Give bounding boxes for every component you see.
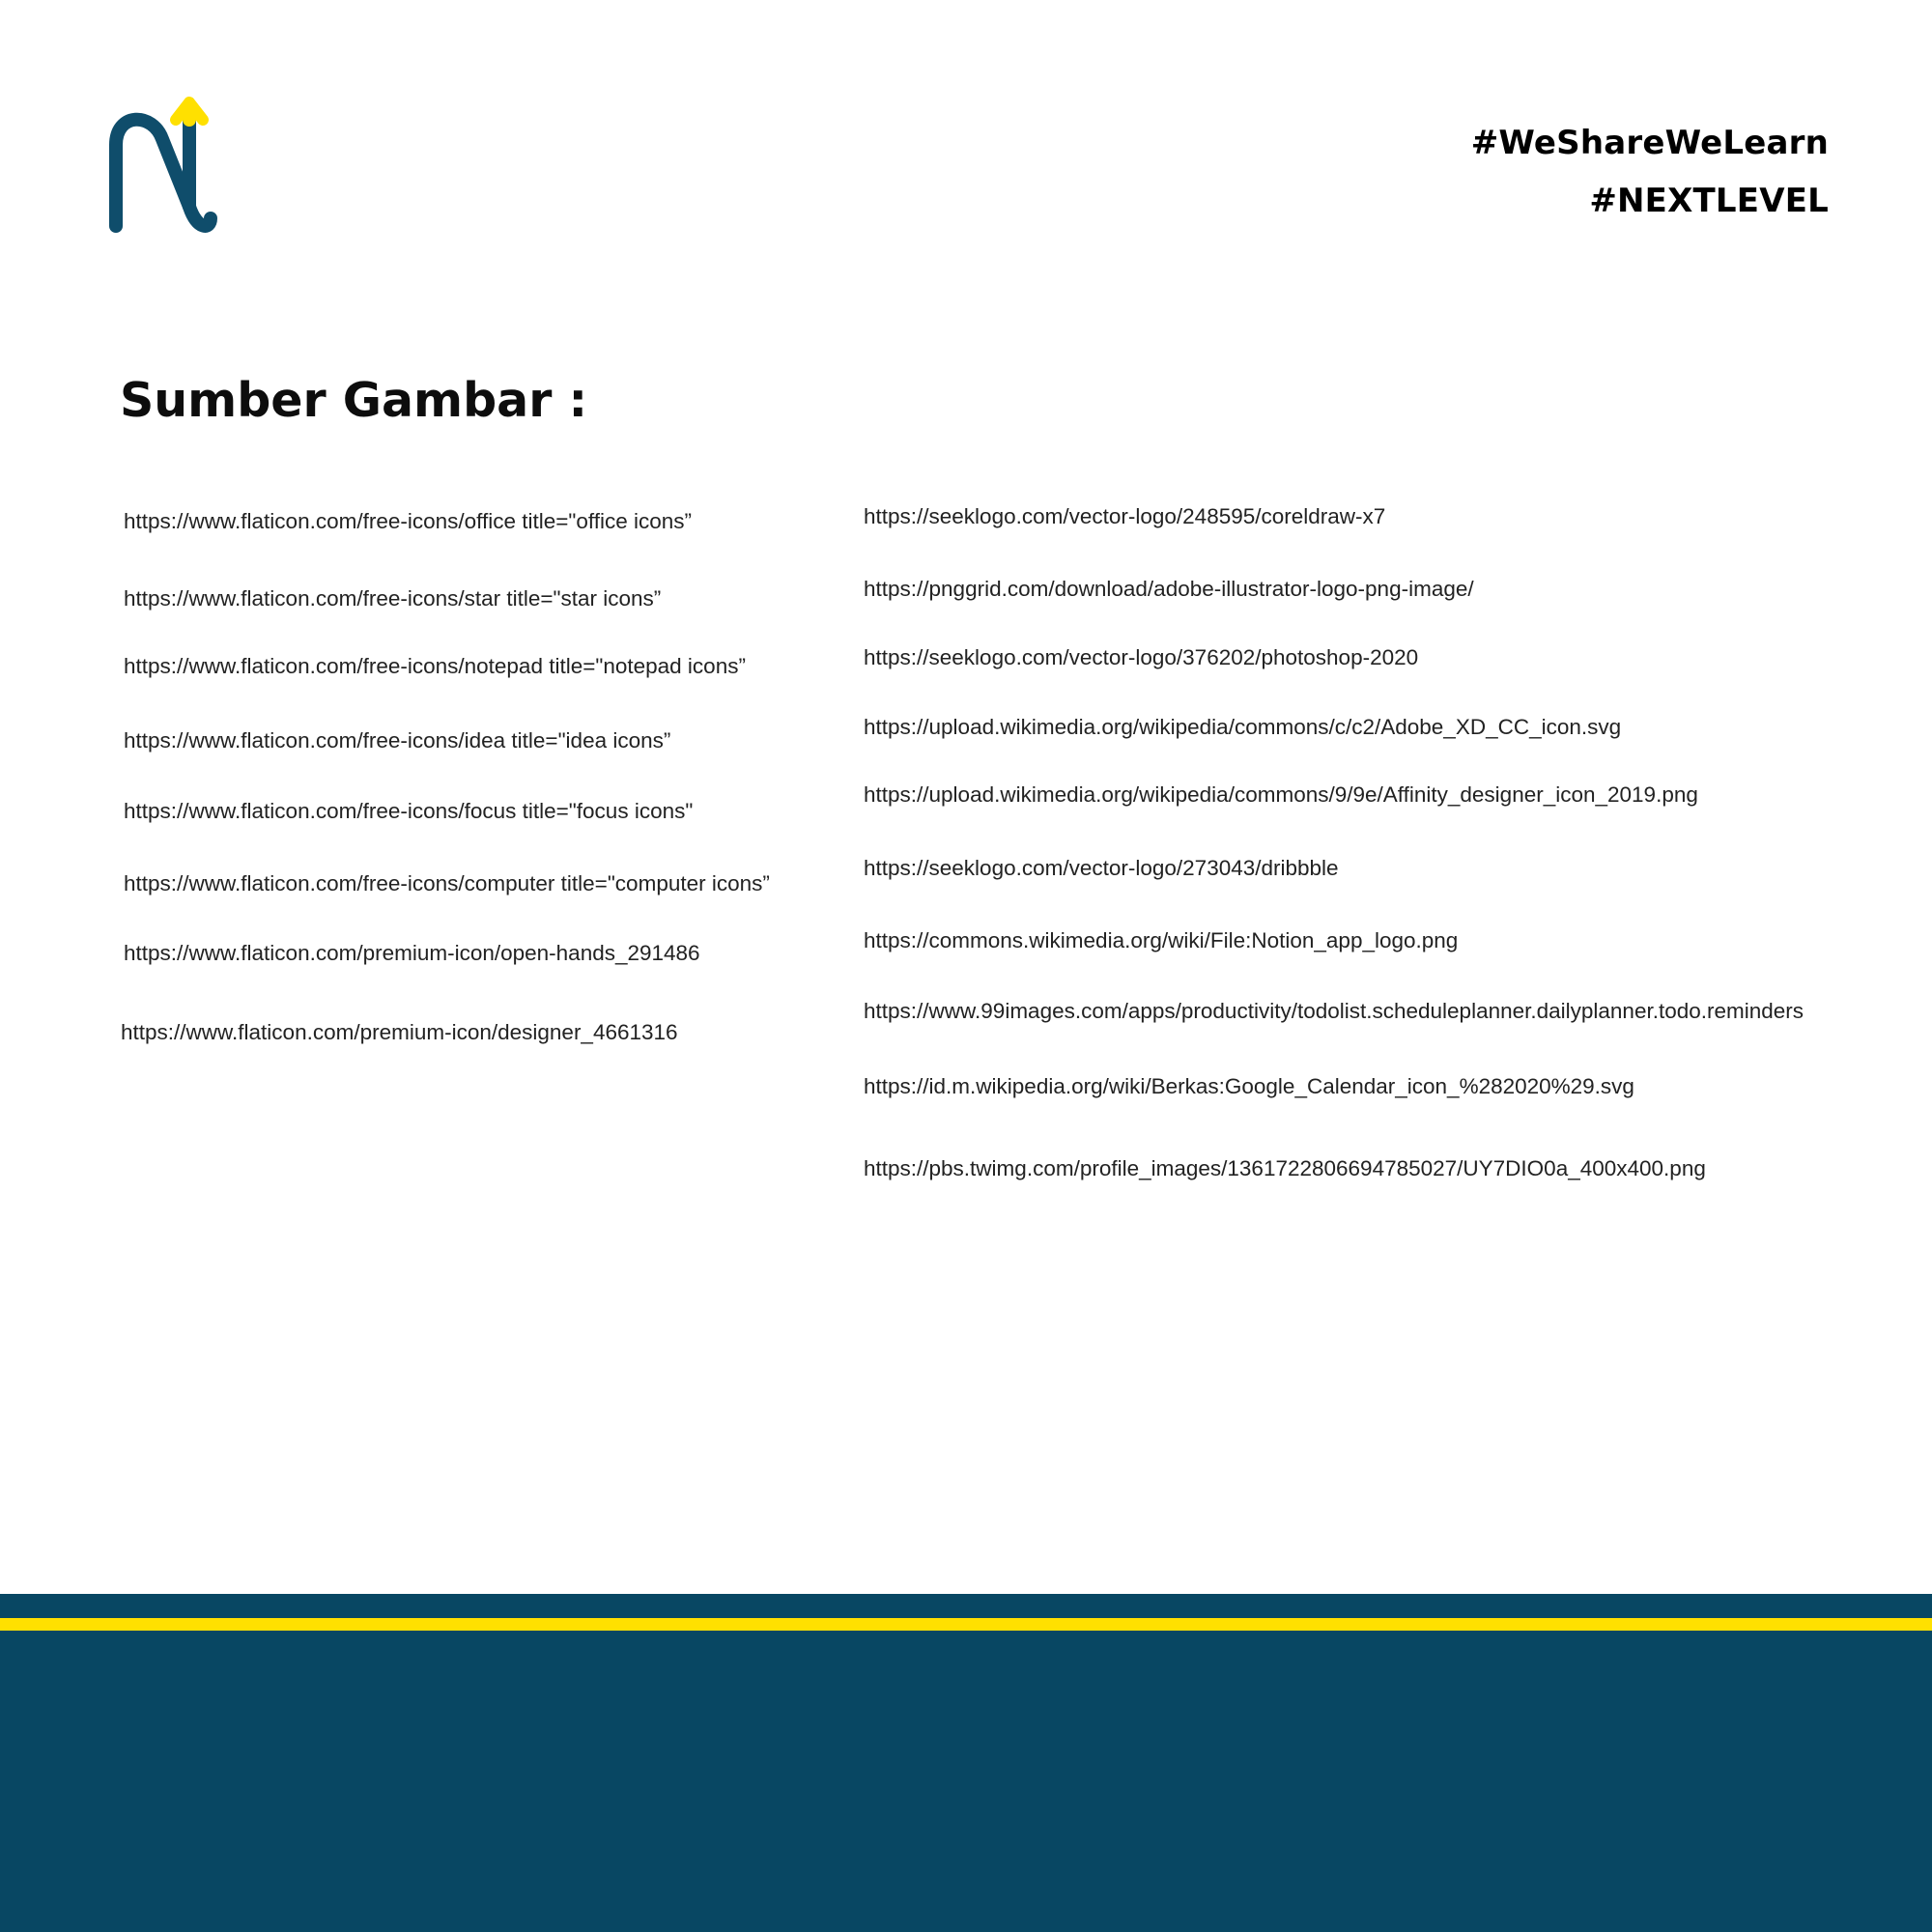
- source-link[interactable]: https://www.flaticon.com/free-icons/focus title="focus icons": [124, 799, 694, 823]
- source-link[interactable]: https://upload.wikimedia.org/wikipedia/commons/c/c2/Adobe_XD_CC_icon.svg: [864, 715, 1622, 739]
- source-link[interactable]: https://commons.wikimedia.org/wiki/File:Notion_app_logo.png: [864, 928, 1459, 952]
- source-link[interactable]: https://www.flaticon.com/premium-icon/designer_4661316: [121, 1020, 678, 1044]
- footer-yellow-stripe: [0, 1618, 1932, 1631]
- source-link[interactable]: https://www.flaticon.com/free-icons/idea title="idea icons”: [124, 728, 671, 753]
- source-link[interactable]: https://www.flaticon.com/free-icons/notepad title="notepad icons”: [124, 654, 746, 678]
- page-title: Sumber Gambar :: [120, 373, 588, 428]
- source-link[interactable]: https://seeklogo.com/vector-logo/248595/coreldraw-x7: [864, 504, 1386, 528]
- source-link[interactable]: https://upload.wikimedia.org/wikipedia/commons/9/9e/Affinity_designer_icon_2019.png: [864, 782, 1698, 807]
- source-link[interactable]: https://seeklogo.com/vector-logo/273043/dribbble: [864, 856, 1339, 880]
- source-link[interactable]: https://www.99images.com/apps/productivity/todolist.scheduleplanner.dailyplanner.todo.reminders: [864, 999, 1804, 1023]
- source-link[interactable]: https://pnggrid.com/download/adobe-illustrator-logo-png-image/: [864, 577, 1474, 601]
- nextlevel-logo-icon: [85, 95, 220, 240]
- footer-band-top: [0, 1594, 1932, 1618]
- source-link[interactable]: https://www.flaticon.com/free-icons/computer title="computer icons”: [124, 871, 770, 895]
- footer-band: [0, 1631, 1932, 1932]
- hashtag-weshareweLearn: #WeShareWeLearn: [1470, 124, 1829, 162]
- source-link[interactable]: https://www.flaticon.com/premium-icon/open-hands_291486: [124, 941, 700, 965]
- source-link[interactable]: https://pbs.twimg.com/profile_images/1361722806694785027/UY7DIO0a_400x400.png: [864, 1156, 1706, 1180]
- source-link[interactable]: https://www.flaticon.com/free-icons/star title="star icons”: [124, 586, 662, 611]
- hashtag-nextlevel: #NEXTLEVEL: [1589, 182, 1829, 220]
- source-link[interactable]: https://id.m.wikipedia.org/wiki/Berkas:Google_Calendar_icon_%282020%29.svg: [864, 1074, 1634, 1098]
- source-link[interactable]: https://www.flaticon.com/free-icons/office title="office icons”: [124, 509, 693, 533]
- source-link[interactable]: https://seeklogo.com/vector-logo/376202/photoshop-2020: [864, 645, 1419, 669]
- hashtags: [1471, 114, 1829, 230]
